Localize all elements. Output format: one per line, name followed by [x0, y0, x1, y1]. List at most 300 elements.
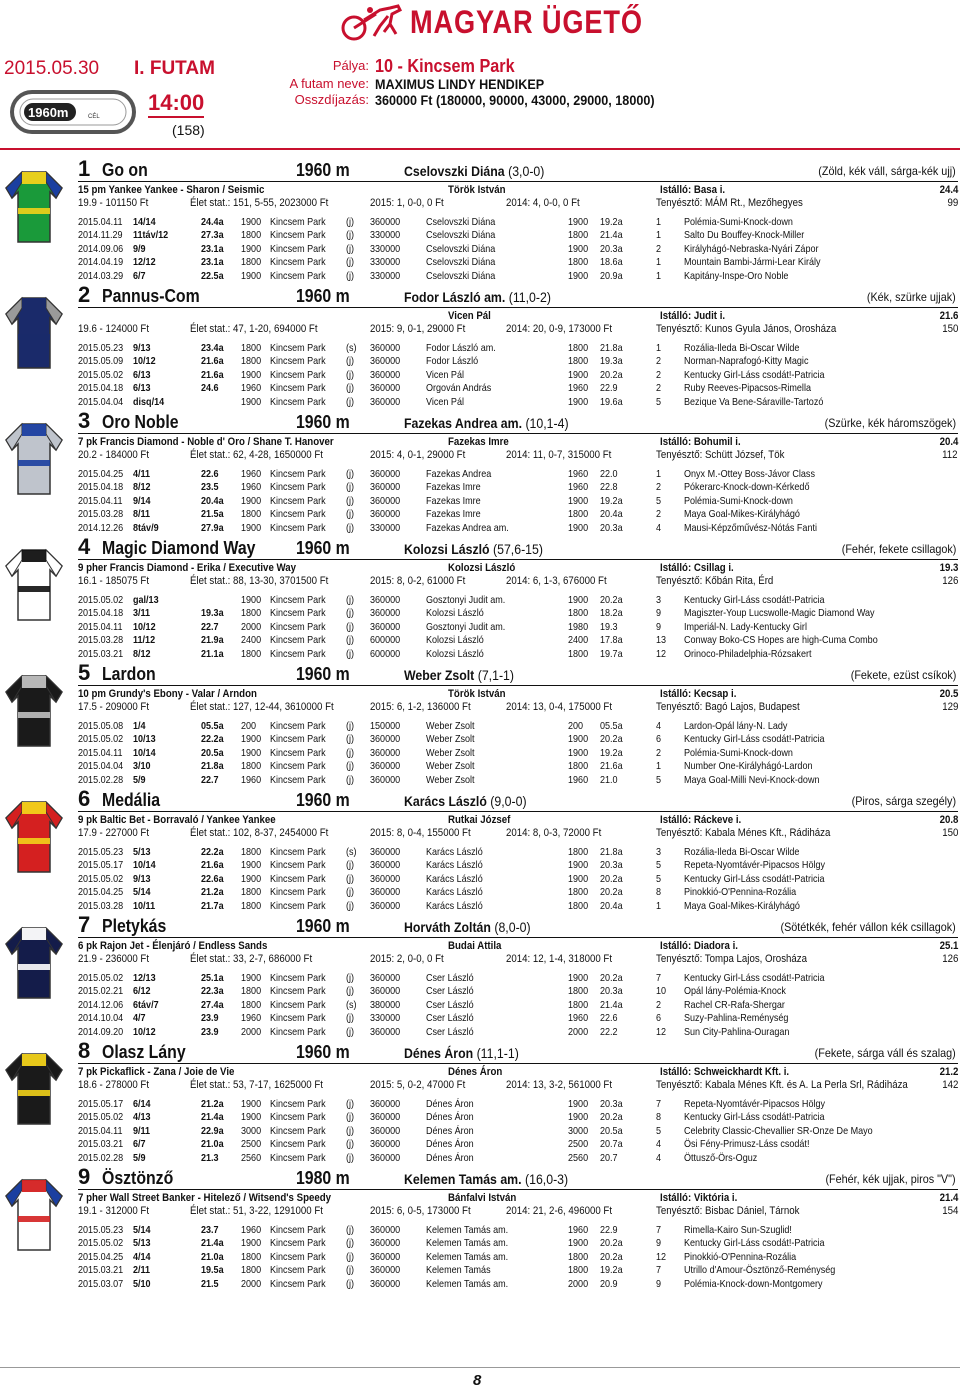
- past-race-cell: 5/13: [133, 846, 151, 858]
- past-race-cell: 5/13: [133, 1237, 151, 1250]
- past-race-cell: Lardon-Opál lány-N. Lady: [684, 720, 788, 732]
- past-race-cell: 1: [656, 216, 662, 228]
- past-race-cell: 1960: [241, 773, 262, 786]
- past-race-cell: Kolozsi László: [426, 634, 484, 647]
- trainer: Bánfalvi István: [448, 1192, 517, 1204]
- past-race-row: [78, 733, 958, 746]
- past-race-cell: 6/13: [133, 382, 151, 395]
- past-race-cell: 21.0a: [201, 1250, 224, 1263]
- past-race-cell: 2015.05.08: [78, 720, 124, 732]
- past-race-cell: 9: [656, 607, 662, 620]
- horse-distance: 1960 m: [296, 790, 350, 810]
- past-race-cell: (j): [346, 634, 355, 647]
- past-race-cell: (j): [346, 594, 355, 606]
- past-race-cell: 21.3: [201, 1151, 219, 1164]
- past-race-cell: 2015.03.21: [78, 647, 124, 660]
- past-race-cell: 1900: [568, 746, 589, 759]
- past-race-cell: 2500: [568, 1138, 589, 1151]
- past-race-cell: 20.2a: [600, 368, 623, 381]
- past-race-cell: Dénes Áron: [426, 1098, 474, 1110]
- silk-colors: (Fehér, fekete csillagok): [841, 542, 956, 556]
- past-race-cell: 20.2a: [600, 972, 623, 984]
- past-race-cell: 2015.05.02: [78, 1111, 124, 1124]
- past-race-cell: Karács László: [426, 899, 483, 912]
- past-race-cell: 20.2a: [600, 733, 623, 746]
- life-stat: Élet stat.: 151, 5-55, 2023000 Ft: [190, 197, 329, 209]
- odds: 20.5: [939, 688, 958, 700]
- past-race-cell: Kincsem Park: [270, 355, 326, 368]
- past-race-cell: 360000: [370, 846, 401, 858]
- jockey-silk-icon: [2, 420, 66, 498]
- odds: 20.4: [939, 436, 958, 448]
- past-race-row: [78, 1098, 958, 1111]
- past-race-cell: Maya Goal-Mikes-Királyhágó: [684, 899, 800, 912]
- past-race-cell: 360000: [370, 1098, 401, 1110]
- past-race-cell: 1900: [241, 594, 262, 606]
- past-race-cell: 1960: [568, 468, 589, 480]
- past-race-cell: 2015.05.23: [78, 342, 124, 354]
- stat-2015: 2015: 6, 1-2, 136000 Ft: [370, 701, 471, 713]
- past-race-cell: (j): [346, 382, 355, 395]
- past-race-cell: Kincsem Park: [270, 872, 326, 885]
- past-race-cell: 1900: [241, 972, 262, 984]
- past-race-cell: 2015.04.11: [78, 1124, 123, 1137]
- stat-2014: 2014: 20, 0-9, 173000 Ft: [506, 323, 613, 335]
- past-race-cell: Kincsem Park: [270, 468, 326, 480]
- past-race-cell: Dénes Áron: [426, 1151, 474, 1164]
- past-race-cell: 5/14: [133, 886, 151, 899]
- header-divider: [0, 148, 960, 150]
- past-race-cell: 1800: [241, 647, 262, 660]
- past-race-cell: (j): [346, 481, 355, 494]
- horse-driver: Cselovszki Diána (3,0-0): [404, 163, 545, 179]
- horse-pedigree-row: [78, 184, 958, 197]
- past-race-cell: 22.2a: [201, 846, 224, 858]
- past-race-cell: 2014.11.29: [78, 229, 123, 242]
- past-race-cell: 19.6a: [600, 395, 623, 408]
- past-race-cell: Cser László: [426, 985, 474, 998]
- horse-distance: 1980 m: [296, 1168, 350, 1188]
- past-race-cell: 10/13: [133, 733, 156, 746]
- past-race-cell: 360000: [370, 1277, 401, 1290]
- past-race-cell: 150000: [370, 720, 401, 732]
- past-race-cell: 2015.04.18: [78, 382, 124, 395]
- past-race-cell: 20.2a: [600, 1111, 623, 1124]
- score: 99: [947, 197, 958, 209]
- past-race-cell: 360000: [370, 733, 401, 746]
- past-race-cell: 2015.04.25: [78, 886, 124, 899]
- horse-stats-row: [78, 1079, 958, 1092]
- past-race-cell: Kincsem Park: [270, 242, 326, 255]
- stat-2015: 2015: 2, 0-0, 0 Ft: [370, 953, 444, 965]
- past-race-cell: 200: [241, 720, 257, 732]
- past-race-cell: 19.2a: [600, 494, 623, 507]
- past-race-row: [78, 216, 958, 229]
- past-race-cell: 5: [656, 773, 662, 786]
- past-race-cell: 1900: [241, 521, 262, 534]
- past-race-cell: Cselovszki Diána: [426, 256, 496, 269]
- stable: Istálló: Csillag i.: [660, 562, 734, 574]
- past-race-cell: 2/11: [133, 1264, 151, 1277]
- past-race-cell: 2: [656, 242, 662, 255]
- horse-title-row: [78, 534, 958, 560]
- past-race-cell: 330000: [370, 1012, 401, 1025]
- stable: Istálló: Diadora i.: [660, 940, 739, 952]
- horse-name: Go on: [102, 160, 148, 180]
- past-race-cell: 2400: [568, 634, 589, 647]
- odds: 25.1: [939, 940, 958, 952]
- silk-colors: (Fekete, sárga váll és szalag): [814, 1046, 956, 1060]
- stat-2014: 2014: 8, 0-3, 72000 Ft: [506, 827, 602, 839]
- past-race-cell: Kincsem Park: [270, 607, 326, 620]
- past-race-cell: 21.9a: [201, 634, 224, 647]
- past-race-cell: 11/12: [133, 634, 156, 647]
- past-race-cell: Orinoco-Philadelphia-Rózsakert: [684, 647, 812, 660]
- past-race-cell: 2015.03.21: [78, 1138, 124, 1151]
- past-race-cell: Kincsem Park: [270, 1250, 326, 1263]
- horse-driver: Kelemen Tamás am. (16,0-3): [404, 1171, 569, 1187]
- past-race-cell: 2: [656, 368, 662, 381]
- silk-colors: (Fehér, kék ujjak, piros "V"): [825, 1172, 956, 1186]
- past-race-cell: 1800: [241, 229, 262, 242]
- past-race-cell: 1800: [568, 760, 589, 773]
- stat-2015: 2015: 4, 0-1, 29000 Ft: [370, 449, 466, 461]
- past-race-cell: Kincsem Park: [270, 620, 326, 633]
- past-race-cell: (j): [346, 972, 355, 984]
- past-race-cell: Kincsem Park: [270, 229, 326, 242]
- past-race-cell: Kincsem Park: [270, 1151, 326, 1164]
- past-race-cell: 20.4a: [600, 899, 623, 912]
- track-label: 1960m: [28, 105, 69, 120]
- past-race-cell: 1960: [241, 382, 262, 395]
- pedigree: 9 pk Baltic Bet - Borravaló / Yankee Yankee: [78, 814, 276, 826]
- past-race-row: [78, 481, 958, 494]
- stat-2015: 2015: 8, 0-4, 155000 Ft: [370, 827, 471, 839]
- past-race-cell: 21.4a: [600, 998, 623, 1011]
- past-race-cell: Kentucky Girl-Láss csodát!-Patricia: [684, 1111, 825, 1124]
- past-race-cell: 18.6a: [600, 256, 623, 269]
- past-race-cell: Maya Goal-Milli Nevi-Knock-down: [684, 773, 820, 786]
- past-race-cell: 1900: [568, 494, 589, 507]
- past-race-row: [78, 594, 958, 607]
- past-race-cell: 2015.04.25: [78, 1250, 124, 1263]
- past-race-cell: gal/13: [133, 594, 159, 606]
- past-race-cell: 1800: [241, 998, 262, 1011]
- past-race-cell: 1800: [241, 899, 262, 912]
- past-race-cell: 1800: [241, 508, 262, 521]
- horse-title-row: [78, 1038, 958, 1064]
- past-race-cell: 27.4a: [201, 998, 224, 1011]
- trainer: Török István: [448, 184, 506, 196]
- past-race-cell: Karács László: [426, 846, 483, 858]
- page-number: 8: [473, 1372, 482, 1389]
- past-race-cell: 9/13: [133, 872, 151, 885]
- past-race-cell: 1960: [568, 382, 589, 395]
- past-race-cell: 1900: [568, 1237, 589, 1250]
- trainer: Dénes Áron: [448, 1066, 503, 1078]
- past-race-cell: 9: [656, 1277, 662, 1290]
- horse-number: 5: [78, 660, 91, 685]
- past-race-cell: Kapitány-Inspe-Oro Noble: [684, 269, 789, 282]
- past-race-cell: 22.9a: [201, 1124, 224, 1137]
- past-race-cell: 2015.05.02: [78, 594, 124, 606]
- past-race-cell: 22.0: [600, 468, 618, 480]
- horse-title-row: [78, 912, 958, 938]
- past-race-row: [78, 1278, 958, 1291]
- past-race-cell: Mausi-Képzőművész-Nótás Fanti: [684, 521, 817, 534]
- past-race-cell: 360000: [370, 773, 401, 786]
- past-race-cell: 1: [656, 269, 662, 282]
- past-race-cell: 21.1a: [201, 647, 224, 660]
- past-race-cell: (j): [346, 229, 355, 242]
- past-race-cell: 2500: [241, 1138, 262, 1151]
- past-race-cell: 22.5a: [201, 269, 224, 282]
- past-race-cell: 5: [656, 395, 662, 408]
- past-race-cell: 1800: [568, 256, 589, 269]
- past-race-cell: 2015.04.11: [78, 620, 123, 633]
- past-race-cell: Polémia-Sumi-Knock-down: [684, 216, 793, 228]
- score: 126: [941, 575, 958, 587]
- horse-driver: Kolozsi László (57,6-15): [404, 541, 543, 557]
- past-race-cell: 1900: [568, 368, 589, 381]
- stat-2014: 2014: 12, 1-4, 318000 Ft: [506, 953, 613, 965]
- past-race-cell: (j): [346, 1224, 355, 1236]
- past-race-cell: Cser László: [426, 1025, 474, 1038]
- horse-entry: [0, 282, 960, 410]
- past-race-cell: (j): [346, 1277, 355, 1290]
- past-race-row: [78, 760, 958, 773]
- trotter-logo-icon: [340, 2, 404, 42]
- past-race-cell: 3: [656, 594, 662, 606]
- past-race-cell: 2400: [241, 634, 262, 647]
- stat-2015: 2015: 1, 0-0, 0 Ft: [370, 197, 444, 209]
- past-race-cell: 10: [656, 985, 667, 998]
- past-race-cell: Weber Zsolt: [426, 773, 475, 786]
- past-race-cell: 5/14: [133, 1224, 151, 1236]
- horse-name: Pletykás: [102, 916, 167, 936]
- past-race-cell: Kincsem Park: [270, 521, 326, 534]
- pedigree: 6 pk Rajon Jet - Élenjáró / Endless Sands: [78, 940, 268, 952]
- past-race-row: [78, 1237, 958, 1250]
- past-race-cell: 12/12: [133, 256, 156, 269]
- past-race-cell: 21.5a: [201, 508, 224, 521]
- past-race-cell: Repeta-Nyomtávér-Pipacsos Hölgy: [684, 859, 826, 872]
- past-race-cell: (j): [346, 607, 355, 620]
- past-race-cell: 7: [656, 1264, 662, 1277]
- past-race-cell: 1900: [241, 733, 262, 746]
- pedigree: 10 pm Grundy's Ebony - Valar / Arndon: [78, 688, 257, 700]
- past-race-cell: (j): [346, 872, 355, 885]
- past-race-cell: Ösi Fény-Primusz-Láss csodát!: [684, 1138, 810, 1151]
- horse-entry: [0, 660, 960, 788]
- brand: [340, 2, 684, 42]
- past-race-cell: 21.2a: [201, 1098, 224, 1110]
- past-race-cell: Cselovszki Diána: [426, 229, 496, 242]
- past-race-cell: Polémia-Knock-down-Montgomery: [684, 1277, 823, 1290]
- past-race-cell: Kincsem Park: [270, 1237, 326, 1250]
- past-race-cell: 360000: [370, 494, 401, 507]
- past-race-cell: 1800: [568, 985, 589, 998]
- past-race-cell: 360000: [370, 872, 401, 885]
- past-race-cell: Cser László: [426, 1012, 474, 1025]
- horse-entry: [0, 912, 960, 1040]
- past-race-cell: Rachel CR-Rafa-Shergar: [684, 998, 785, 1011]
- past-race-cell: Sun City-Pahlina-Ouragan: [684, 1025, 790, 1038]
- past-race-cell: 1900: [241, 242, 262, 255]
- past-race-cell: Bezique Va Bene-Sáraville-Tartozó: [684, 395, 824, 408]
- stat-2014: 2014: 6, 1-3, 676000 Ft: [506, 575, 607, 587]
- past-race-cell: 5/9: [133, 1151, 146, 1164]
- past-race-cell: Cselovszki Diána: [426, 216, 496, 228]
- past-race-cell: 2: [656, 355, 662, 368]
- past-race-row: [78, 355, 958, 368]
- past-race-cell: 4/11: [133, 468, 151, 480]
- past-race-cell: 330000: [370, 269, 401, 282]
- past-race-cell: 25.1a: [201, 972, 224, 984]
- past-race-cell: Öttusző-Örs-Oguz: [684, 1151, 758, 1164]
- horse-number: 1: [78, 156, 91, 181]
- past-race-row: [78, 900, 958, 913]
- stat-2015: 2015: 8, 0-2, 61000 Ft: [370, 575, 466, 587]
- stable: Istálló: Ráckeve i.: [660, 814, 742, 826]
- silk-colors: (Piros, sárga szegély): [851, 794, 956, 808]
- race-date: 2015.05.30: [4, 58, 100, 79]
- past-race-cell: Imperiál-N. Lady-Kentucky Girl: [684, 620, 807, 633]
- past-race-cell: Kolozsi László: [426, 647, 484, 660]
- horse-entry: [0, 786, 960, 914]
- past-race-cell: 5: [656, 872, 662, 885]
- horse-distance: 1960 m: [296, 916, 350, 936]
- past-race-cell: (j): [346, 1025, 355, 1038]
- past-race-cell: Kincsem Park: [270, 1111, 326, 1124]
- horse-distance: 1960 m: [296, 412, 350, 432]
- past-race-cell: Kincsem Park: [270, 886, 326, 899]
- past-race-cell: 1: [656, 760, 662, 773]
- past-race-cell: Fazekas Andrea: [426, 468, 492, 480]
- past-race-cell: 21.6a: [600, 760, 623, 773]
- past-race-cell: 13: [656, 634, 667, 647]
- past-race-cell: 1900: [241, 368, 262, 381]
- past-race-cell: 22.2: [600, 1025, 618, 1038]
- race-info: [230, 56, 686, 108]
- past-race-cell: 1800: [241, 342, 262, 354]
- past-race-cell: Salto Du Bouffey-Knock-Miller: [684, 229, 805, 242]
- past-race-cell: 1960: [568, 1012, 589, 1025]
- past-race-cell: 21.4a: [600, 229, 623, 242]
- past-race-cell: 23.1a: [201, 242, 224, 255]
- past-race-cell: (j): [346, 720, 355, 732]
- rating: 21.9 - 236000 Ft: [78, 953, 150, 965]
- past-race-row: [78, 873, 958, 886]
- past-race-cell: 20.2a: [600, 1250, 623, 1263]
- past-race-cell: Opál lány-Polémia-Knock: [684, 985, 786, 998]
- past-race-cell: 360000: [370, 1138, 401, 1151]
- horse-title-row: [78, 282, 958, 308]
- past-race-cell: Kincsem Park: [270, 1224, 326, 1236]
- past-race-cell: 5: [656, 859, 662, 872]
- past-race-cell: 8: [656, 1111, 662, 1124]
- jockey-silk-icon: [2, 294, 66, 372]
- past-race-cell: 4: [656, 1151, 662, 1164]
- horse-pedigree-row: [78, 562, 958, 575]
- race-count: (158): [172, 122, 205, 138]
- jockey-silk-icon: [2, 1050, 66, 1128]
- past-race-cell: 2015.03.28: [78, 508, 124, 521]
- past-race-row: [78, 886, 958, 899]
- past-race-cell: Kincsem Park: [270, 1277, 326, 1290]
- past-race-cell: 20.2a: [600, 886, 623, 899]
- jockey-silk-icon: [2, 1176, 66, 1254]
- trainer: Vicen Pál: [448, 310, 491, 322]
- past-race-cell: Karács László: [426, 872, 483, 885]
- past-race-cell: 19.5a: [201, 1264, 224, 1277]
- horse-name: Lardon: [102, 664, 156, 684]
- past-race-cell: (j): [346, 1098, 355, 1110]
- past-race-cell: Kincsem Park: [270, 594, 326, 606]
- past-race-cell: 360000: [370, 1250, 401, 1263]
- past-race-cell: (j): [346, 733, 355, 746]
- past-race-cell: (s): [346, 998, 357, 1011]
- past-race-cell: Kincsem Park: [270, 1012, 326, 1025]
- horse-title-row: [78, 660, 958, 686]
- past-race-row: [78, 634, 958, 647]
- past-race-cell: 1900: [568, 733, 589, 746]
- past-race-cell: Kincsem Park: [270, 720, 326, 732]
- past-race-cell: 1900: [568, 395, 589, 408]
- past-race-cell: 20.4a: [201, 494, 224, 507]
- past-race-cell: Kentucky Girl-Láss csodát!-Patricia: [684, 733, 825, 746]
- jockey-silk-icon: [2, 168, 66, 246]
- past-race-cell: 2014.12.26: [78, 521, 124, 534]
- race-time: 14:00: [148, 90, 204, 118]
- past-race-cell: 2015.03.28: [78, 634, 124, 647]
- past-race-cell: 23.1a: [201, 256, 224, 269]
- past-race-cell: 2015.03.28: [78, 899, 124, 912]
- past-race-cell: 1: [656, 468, 662, 480]
- past-race-cell: 2015.02.28: [78, 1151, 124, 1164]
- past-race-cell: 20.3a: [600, 1098, 623, 1110]
- past-race-cell: 2015.03.07: [78, 1277, 124, 1290]
- breeder: Tenyésztő: Kőbán Rita, Érd: [656, 575, 774, 587]
- past-race-cell: Polémia-Sumi-Knock-down: [684, 746, 793, 759]
- past-race-cell: Kentucky Girl-Láss csodát!-Patricia: [684, 1237, 825, 1250]
- past-race-cell: 21.0: [600, 773, 618, 786]
- past-race-row: [78, 256, 958, 269]
- past-race-cell: 360000: [370, 899, 401, 912]
- past-race-row: [78, 747, 958, 760]
- horse-name: Magic Diamond Way: [102, 538, 256, 558]
- past-race-cell: 12: [656, 647, 667, 660]
- past-race-cell: Kincsem Park: [270, 395, 326, 408]
- breeder: Tenyésztő: Bisbac Dániel, Tárnok: [656, 1205, 800, 1217]
- past-race-cell: Kincsem Park: [270, 368, 326, 381]
- life-stat: Élet stat.: 127, 12-44, 3610000 Ft: [190, 701, 334, 713]
- past-race-cell: 9/11: [133, 1124, 151, 1137]
- past-race-cell: 19.3: [600, 620, 618, 633]
- rating: 19.6 - 124000 Ft: [78, 323, 150, 335]
- past-race-cell: 6/7: [133, 269, 146, 282]
- past-race-cell: 2015.05.17: [78, 859, 124, 872]
- past-race-row: [78, 229, 958, 242]
- past-race-cell: 10/14: [133, 746, 156, 759]
- horse-pedigree-row: [78, 1066, 958, 1079]
- past-race-cell: Cser László: [426, 998, 474, 1011]
- past-race-row: [78, 1152, 958, 1165]
- past-race-cell: 1: [656, 256, 662, 269]
- past-race-cell: 27.3a: [201, 229, 224, 242]
- past-race-row: [78, 972, 958, 985]
- past-race-cell: Onyx M.-Ottey Boss-Jávor Class: [684, 468, 815, 480]
